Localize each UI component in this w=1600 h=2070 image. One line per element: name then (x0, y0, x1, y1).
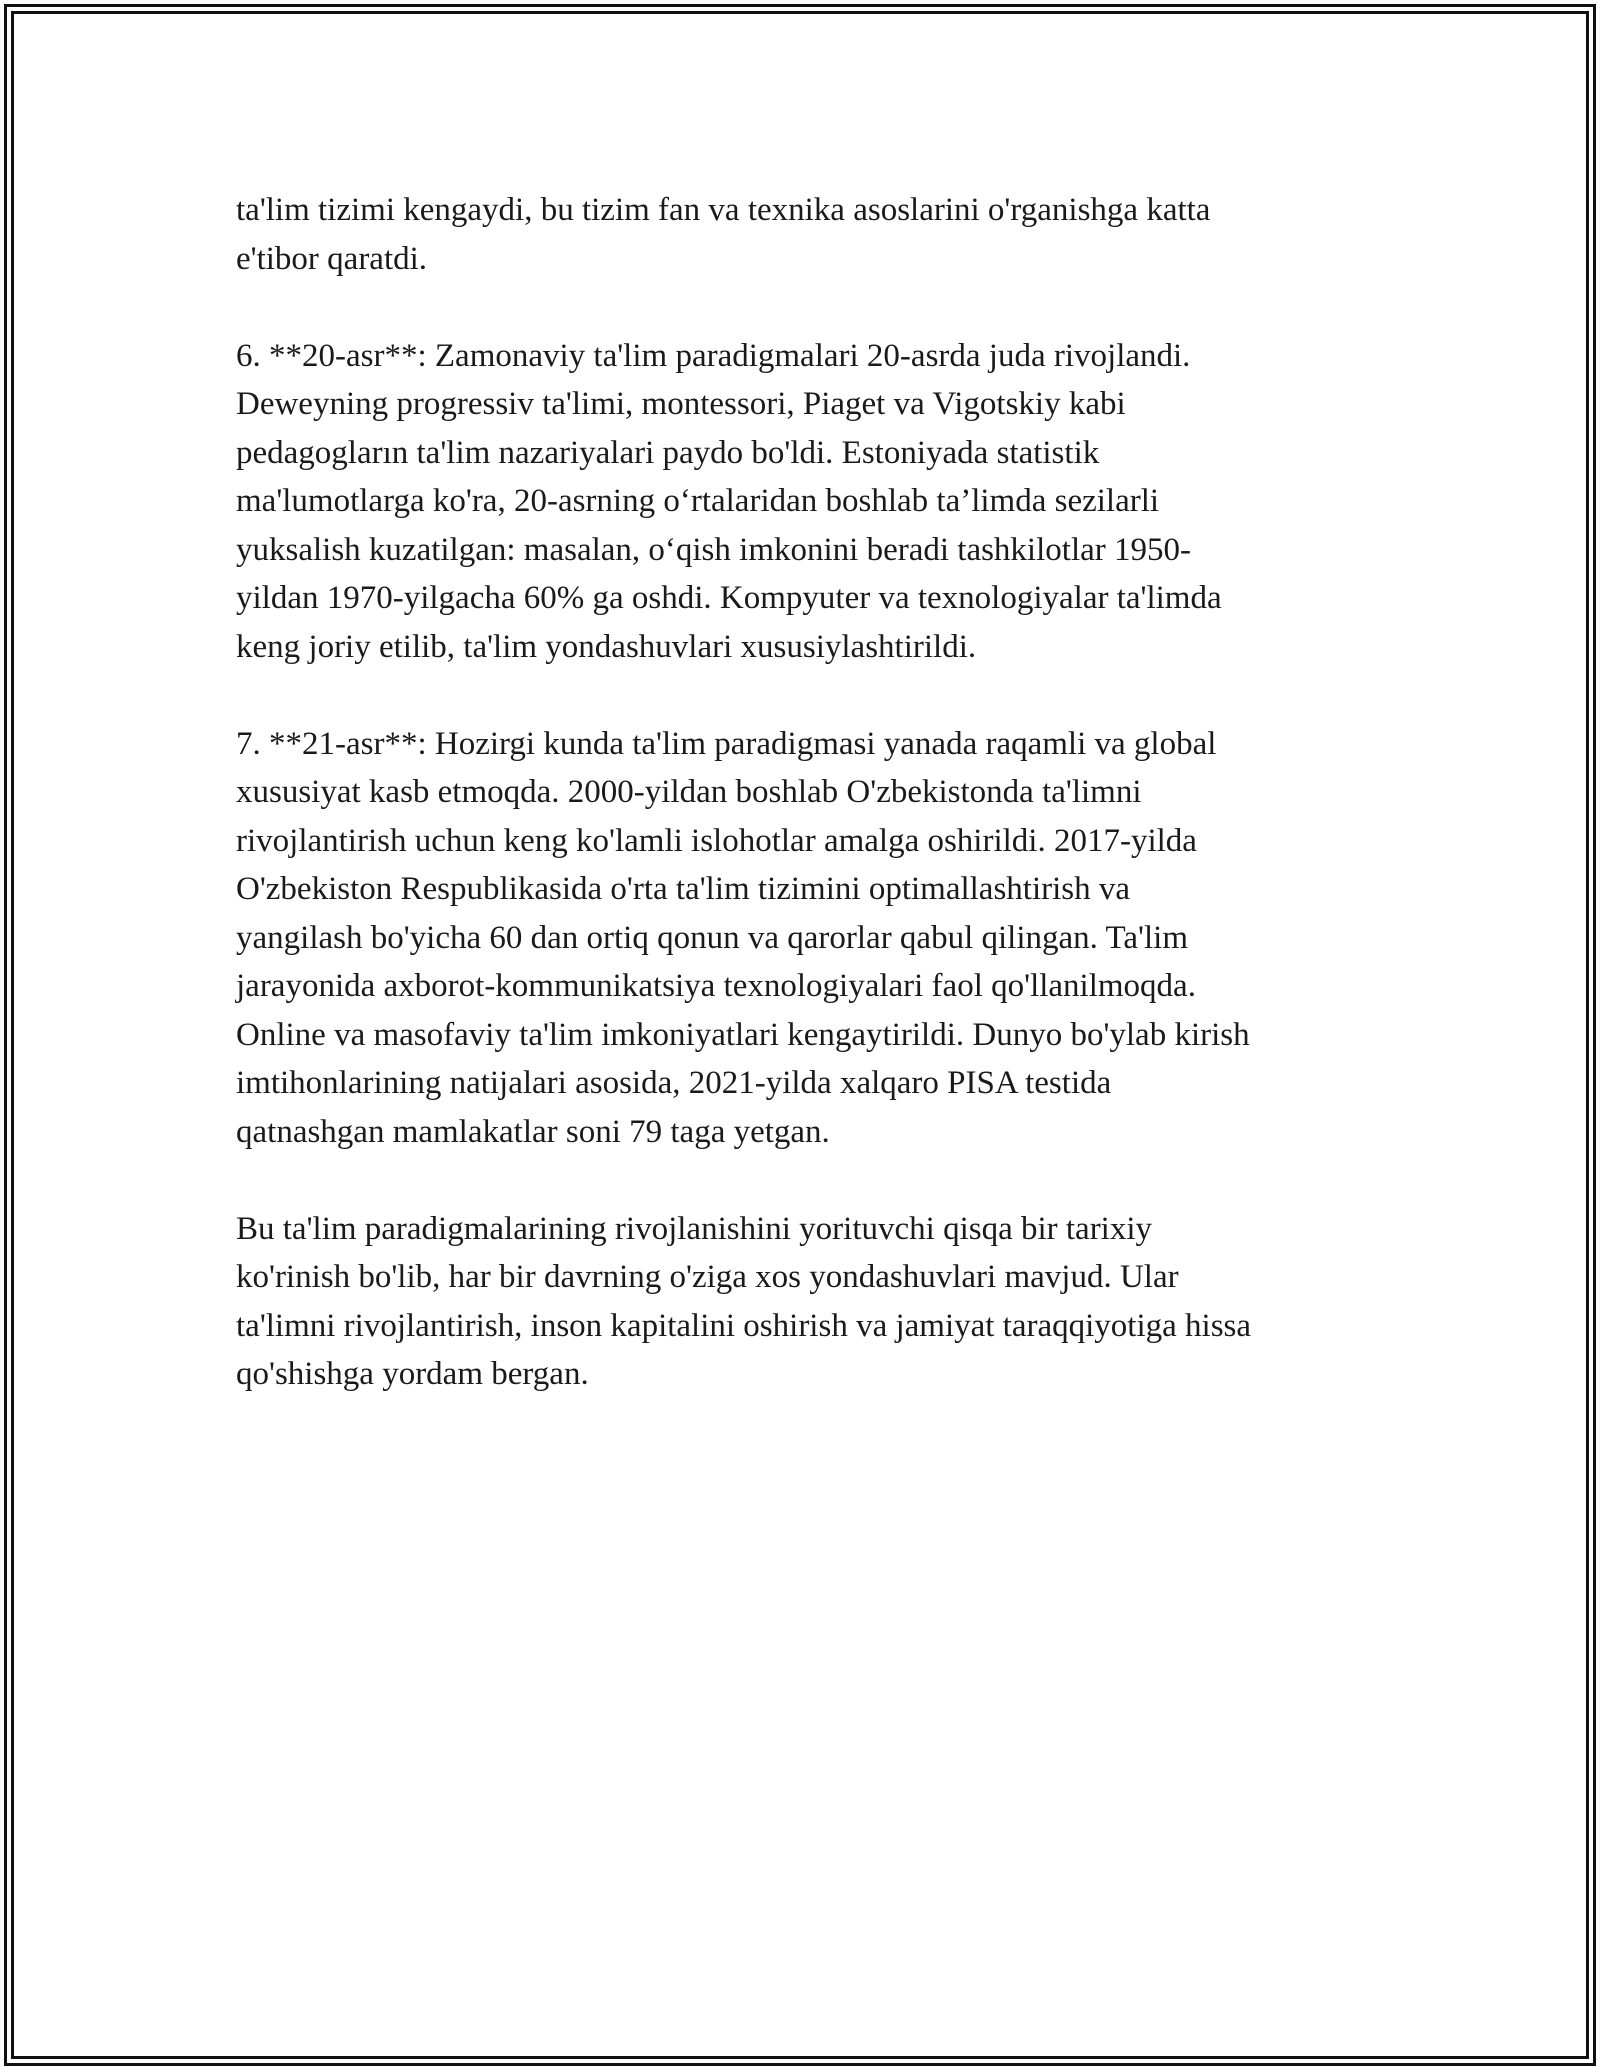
paragraph-conclusion (236, 1205, 1376, 1399)
text-line: O'zbekiston Respublikasida o'rta ta'lim tizimini optimallashtirish va (236, 871, 1131, 907)
text-line: ta'lim tizimi kengaydi, bu tizim fan va texnika asoslarini o'rganishga katta (236, 192, 1211, 228)
text-line: qo'shishga yordam bergan. (236, 1356, 589, 1392)
text-line: Bu ta'lim paradigmalarining rivojlanishini yorituvchi qisqa bir tarixiy (236, 1210, 1153, 1247)
text-line: rivojlantirish uchun keng ko'lamli islohotlar amalga oshirildi. 2017-yilda (236, 822, 1197, 859)
text-line: yildan 1970-yilgacha 60% ga oshdi. Kompyuter va texnologiyalar ta'limda (236, 580, 1222, 616)
text-line: ma'lumotlarga ko'ra, 20-asrning o‘rtalaridan boshlab ta’limda sezilarli (236, 483, 1160, 519)
text-line: yuksalish kuzatilgan: masalan, o‘qish imkonini beradi tashkilotlar 1950- (236, 531, 1191, 568)
text-line: jarayonida axborot-kommunikatsiya texnologiyalari faol qo'llanilmoqda. (236, 968, 1196, 1004)
text-line: 7. **21-asr**: Hozirgi kunda ta'lim paradigmasi yanada raqamli va global (236, 725, 1217, 762)
paragraph-intro-continuation (236, 186, 1376, 283)
text-line: 6. **20-asr**: Zamonaviy ta'lim paradigmalari 20-asrda juda rivojlandi. (236, 337, 1191, 374)
text-line: pedagogların ta'lim nazariyalari paydo bo'ldi. Estoniyada statistik (236, 434, 1100, 471)
text-line: imtihonlarining natijalari asosida, 2021-yilda xalqaro PISA testida (236, 1065, 1112, 1101)
text-line: yangilash bo'yicha 60 dan ortiq qonun va qarorlar qabul qilingan. Ta'lim (236, 919, 1189, 956)
text-line: keng joriy etilib, ta'lim yondashuvlari xususiylashtirildi. (236, 628, 977, 665)
text-line: qatnashgan mamlakatlar soni 79 taga yetgan. (236, 1113, 830, 1150)
text-line: Online va masofaviy ta'lim imkoniyatlari kengaytirildi. Dunyo bo'ylab kirish (236, 1016, 1250, 1053)
paragraph-20th-century (236, 332, 1376, 672)
text-line: ko'rinish bo'lib, har bir davrning o'ziga xos yondashuvlari mavjud. Ular (236, 1259, 1179, 1295)
text-line: ta'limni rivojlantirish, inson kapitalini oshirish va jamiyat taraqqiyotiga hissa (236, 1307, 1252, 1344)
text-line: e'tibor qaratdi. (236, 240, 428, 277)
document-body (236, 186, 1376, 1447)
text-line: xususiyat kasb etmoqda. 2000-yildan boshlab O'zbekistonda ta'limni (236, 774, 1142, 810)
paragraph-21st-century (236, 720, 1376, 1157)
text-line: Deweyning progressiv ta'limi, montessori, Piaget va Vigotskiy kabi (236, 386, 1126, 422)
